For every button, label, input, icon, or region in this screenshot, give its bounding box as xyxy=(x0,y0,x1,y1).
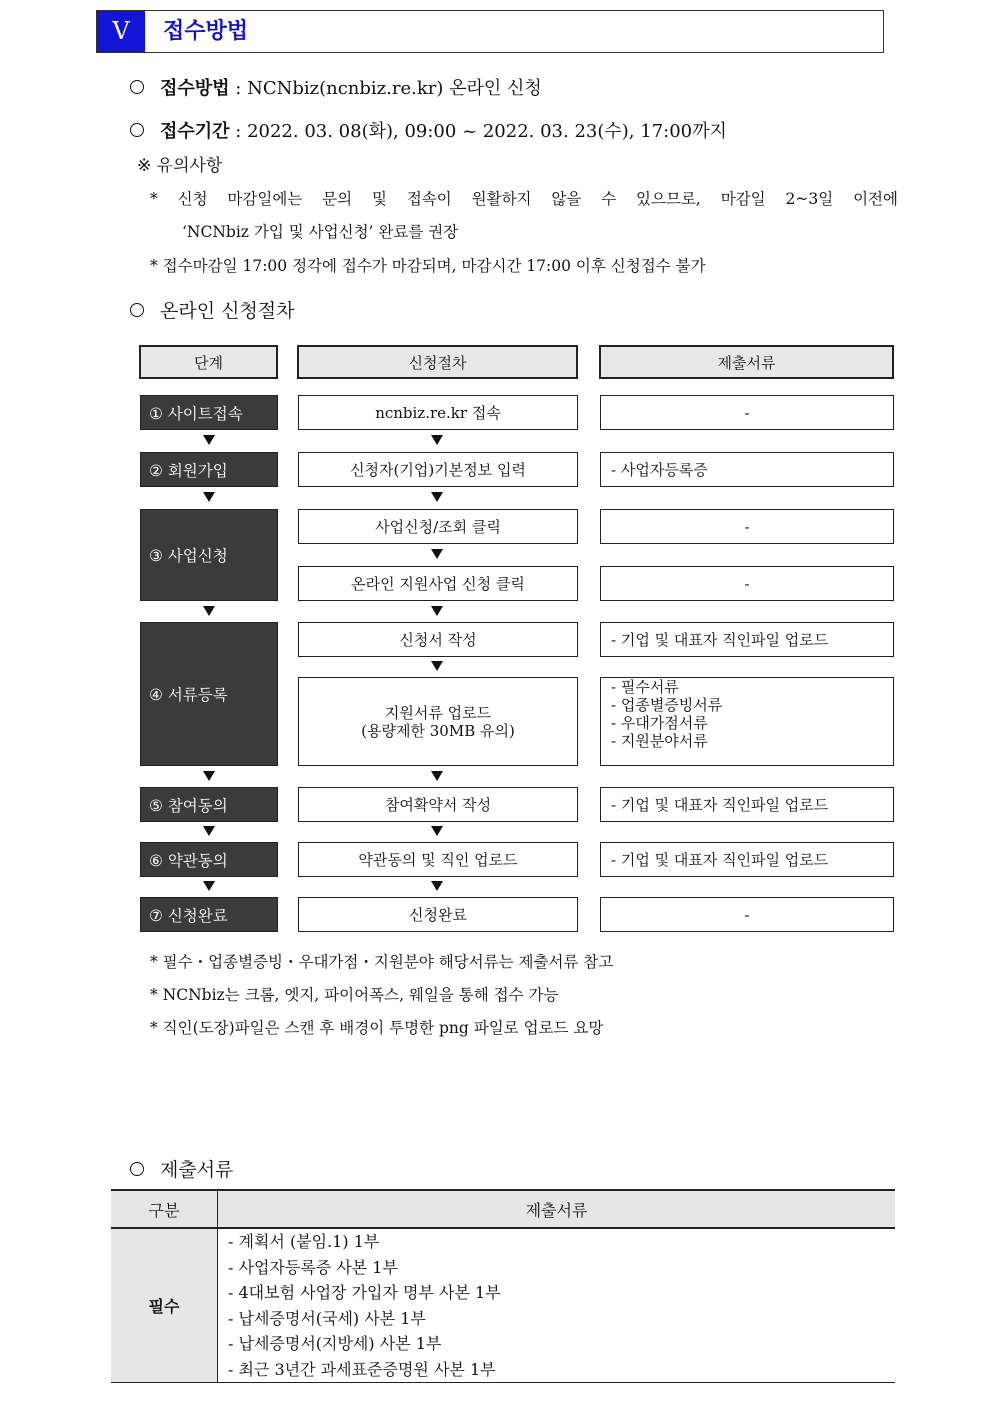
submission-table xyxy=(111,1189,895,1383)
list-item: - 최근 3년간 과세표준증명원 사본 1부 xyxy=(228,1359,496,1379)
down-arrow-icon xyxy=(203,606,215,616)
col-header-category: 구분 xyxy=(111,1190,218,1228)
doc-1: - xyxy=(600,395,894,430)
doc-2: - 사업자등록증 xyxy=(600,452,894,487)
section-title: 접수방법 xyxy=(163,19,249,44)
circle-bullet-icon xyxy=(130,303,144,317)
doc-4b-line4: - 지원분야서류 xyxy=(611,732,708,750)
list-item: - 4대보험 사업장 가입자 명부 사본 1부 xyxy=(228,1283,501,1302)
circle-bullet-icon xyxy=(130,1162,144,1176)
action-7: 신청완료 xyxy=(298,897,578,932)
step-5: ⑤ 참여동의 xyxy=(140,787,278,822)
method-value: NCNbiz(ncnbiz.re.kr) 온라인 신청 xyxy=(247,78,542,99)
action-2: 신청자(기업)기본정보 입력 xyxy=(298,452,578,487)
step-2: ② 회원가입 xyxy=(140,452,278,487)
period-sep: : xyxy=(229,121,248,142)
submission-heading-line xyxy=(130,1155,233,1182)
action-6: 약관동의 및 직인 업로드 xyxy=(298,842,578,877)
circle-bullet-icon xyxy=(130,80,144,94)
doc-5: - 기업 및 대표자 직인파일 업로드 xyxy=(600,787,894,822)
doc-4b-line2: - 업종별증빙서류 xyxy=(611,696,723,714)
circle-bullet-icon xyxy=(130,123,144,137)
down-arrow-icon xyxy=(203,435,215,445)
doc-4b xyxy=(600,677,894,766)
action-1: ncnbiz.re.kr 접속 xyxy=(298,395,578,430)
list-item: - 사업자등록증 사본 1부 xyxy=(228,1257,398,1277)
procedure-note-3: * 직인(도장)파일은 스캔 후 배경이 투명한 png 파일로 업로드 요망 xyxy=(150,1019,604,1037)
down-arrow-icon xyxy=(203,492,215,502)
method-label: 접수방법 xyxy=(160,78,230,99)
procedure-heading-line xyxy=(130,296,295,323)
header-procedure: 신청절차 xyxy=(297,345,578,379)
list-item: - 계획서 (붙임.1) 1부 xyxy=(228,1232,380,1251)
method-line xyxy=(130,74,542,100)
procedure-note-1: * 필수・업종별증빙・우대가점・지원분야 해당서류는 제출서류 참고 xyxy=(150,953,614,971)
header-documents: 제출서류 xyxy=(599,345,894,379)
down-arrow-icon xyxy=(431,549,443,559)
step-4: ④ 서류등록 xyxy=(140,622,278,766)
procedure-heading: 온라인 신청절차 xyxy=(160,300,295,322)
action-4b-line2: (용량제한 30MB 유의) xyxy=(361,721,515,740)
section-number: V xyxy=(97,11,145,52)
down-arrow-icon xyxy=(203,771,215,781)
documents-cell xyxy=(218,1228,896,1383)
down-arrow-icon xyxy=(203,826,215,836)
period-label: 접수기간 xyxy=(160,121,230,142)
down-arrow-icon xyxy=(431,492,443,502)
action-4a: 신청서 작성 xyxy=(298,622,578,657)
list-item: - 납세증명서(지방세) 사본 1부 xyxy=(228,1334,442,1353)
submission-heading: 제출서류 xyxy=(160,1159,234,1181)
procedure-note-2: * NCNbiz는 크롬, 엣지, 파이어폭스, 웨일을 통해 접수 가능 xyxy=(150,986,559,1004)
notice-item-3: * 접수마감일 17:00 정각에 접수가 마감되며, 마감시간 17:00 이후 신청접수 불가 xyxy=(150,257,706,275)
doc-3b: - xyxy=(600,566,894,601)
period-line xyxy=(130,117,727,143)
action-4b xyxy=(298,677,578,766)
doc-3a: - xyxy=(600,509,894,544)
notice-heading: ※ 유의사항 xyxy=(137,156,223,176)
section-header xyxy=(96,10,884,53)
step-6: ⑥ 약관동의 xyxy=(140,842,278,877)
method-sep: : xyxy=(229,78,248,99)
submission-header-row xyxy=(111,1190,895,1228)
action-3a: 사업신청/조회 클릭 xyxy=(298,509,578,544)
step-1: ① 사이트접속 xyxy=(140,395,278,430)
doc-6: - 기업 및 대표자 직인파일 업로드 xyxy=(600,842,894,877)
table-row xyxy=(111,1228,895,1383)
doc-4a: - 기업 및 대표자 직인파일 업로드 xyxy=(600,622,894,657)
down-arrow-icon xyxy=(431,881,443,891)
doc-4b-line1: - 필수서류 xyxy=(611,678,679,696)
action-4b-line1: 지원서류 업로드 xyxy=(384,703,492,722)
notice-item-1: * 신청 마감일에는 문의 및 접속이 원활하지 않을 수 있으므로, 마감일 2~3일 이전에 xyxy=(150,190,898,208)
down-arrow-icon xyxy=(431,606,443,616)
step-7: ⑦ 신청완료 xyxy=(140,897,278,932)
action-3b: 온라인 지원사업 신청 클릭 xyxy=(298,566,578,601)
doc-7: - xyxy=(600,897,894,932)
notice-item-2: ‘NCNbiz 가입 및 사업신청’ 완료를 권장 xyxy=(182,223,459,241)
step-3: ③ 사업신청 xyxy=(140,509,278,601)
down-arrow-icon xyxy=(431,771,443,781)
down-arrow-icon xyxy=(431,661,443,671)
action-5: 참여확약서 작성 xyxy=(298,787,578,822)
down-arrow-icon xyxy=(203,881,215,891)
doc-4b-line3: - 우대가점서류 xyxy=(611,714,708,732)
col-header-documents: 제출서류 xyxy=(218,1190,896,1228)
down-arrow-icon xyxy=(431,435,443,445)
period-value: 2022. 03. 08(화), 09:00 ~ 2022. 03. 23(수), 17:00까지 xyxy=(247,121,727,142)
header-step: 단계 xyxy=(139,345,278,379)
list-item: - 납세증명서(국세) 사본 1부 xyxy=(228,1308,426,1328)
category-cell: 필수 xyxy=(111,1228,218,1383)
down-arrow-icon xyxy=(431,826,443,836)
